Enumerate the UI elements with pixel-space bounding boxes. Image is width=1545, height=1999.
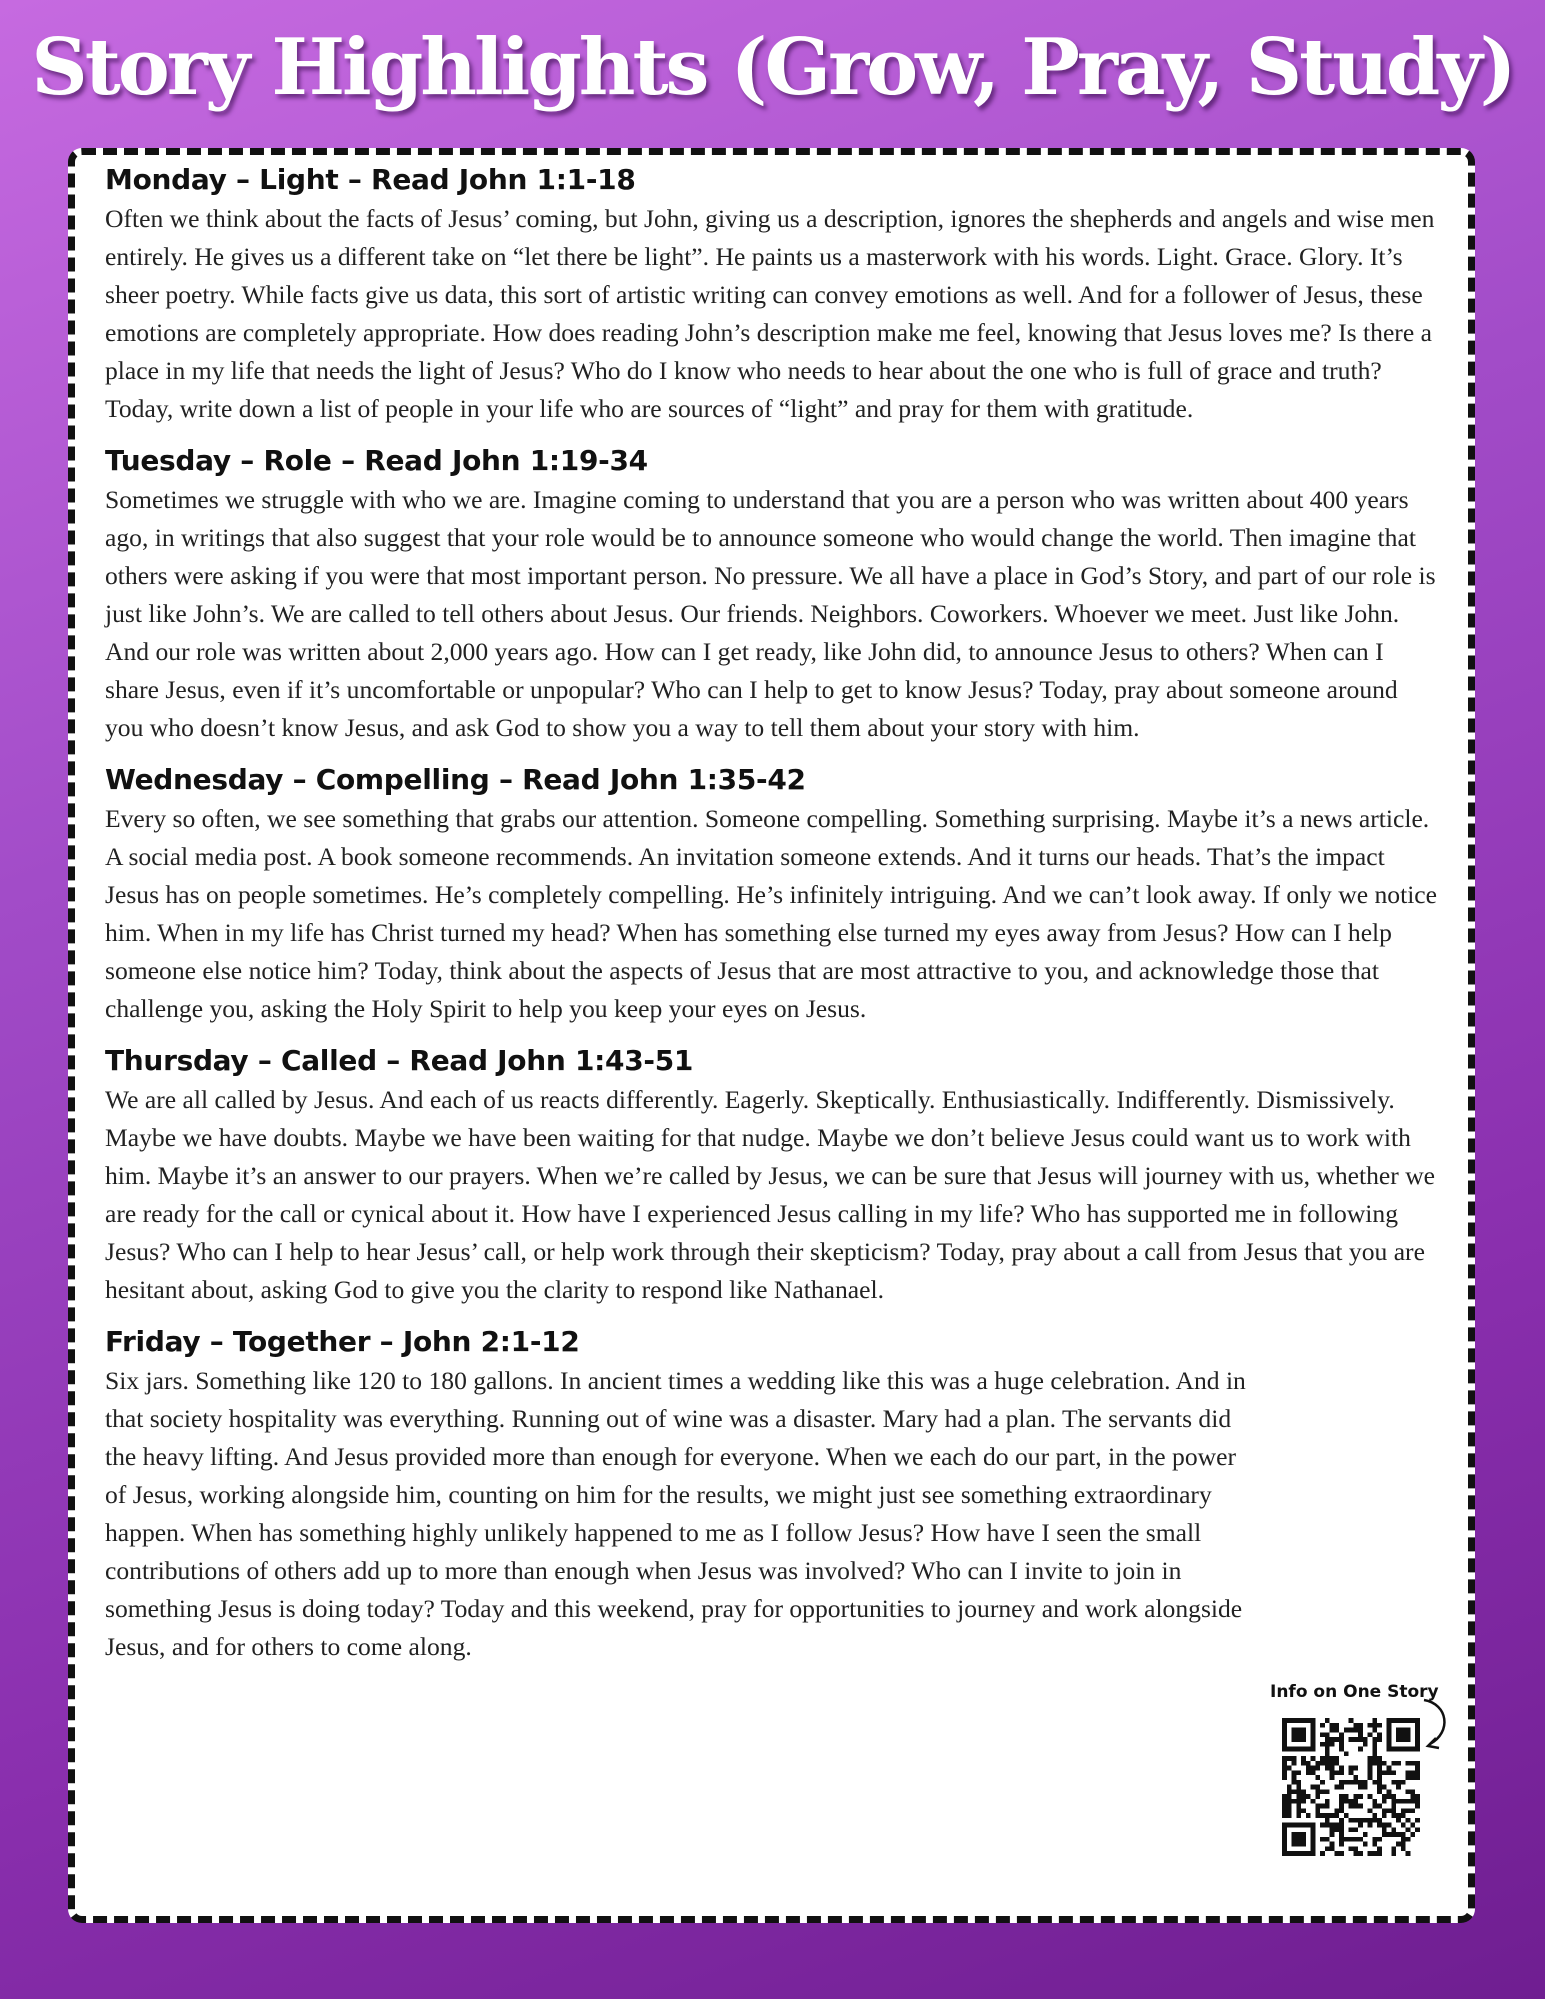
- section-monday: [105, 161, 1438, 428]
- curved-arrow-icon: [1420, 1696, 1454, 1752]
- section-heading: Friday – Together – John 2:1-12: [105, 1325, 580, 1358]
- qr-code-icon[interactable]: [1282, 1718, 1420, 1856]
- qr-block: [1270, 1682, 1450, 1882]
- qr-label: Info on One Story: [1270, 1682, 1439, 1702]
- content-card: [68, 148, 1475, 1923]
- section-heading: Wednesday – Compelling – Read John 1:35-42: [105, 763, 806, 796]
- section-body: Six jars. Something like 120 to 180 gallons. In ancient times a wedding like this was a huge celebration. And in that society hospitality was everything. Running out of wine was a disaster. Mary had a plan. The servants did the heavy lifting. And Jesus provided more than enough for everyone. When we each do our part, in the power of Jesus, working alongside him, counting on him for the results, we might just see something extraordinary happen. When has something highly unlikely happened to me as I follow Jesus? How have I seen the small contributions of others add up to more than enough when Jesus was involved? Who can I invite to join in something Jesus is doing today? Today and this weekend, pray for opportunities to journey and work alongside Jesus, and for others to come along.: [105, 1366, 1246, 1661]
- section-body: Every so often, we see something that grabs our attention. Someone compelling. Something surprising. Maybe it’s a news article. A social media post. A book someone recommends. An invitation someone extends. And it turns our heads. That’s the impact Jesus has on people sometimes. He’s completely compelling. He’s infinitely intriguing. And we can’t look away. If only we notice him. When in my life has Christ turned my head? When has something else turned my eyes away from Jesus? How can I help someone else notice him? Today, think about the aspects of Jesus that are most attractive to you, and acknowledge those that challenge you, asking the Holy Spirit to help you keep your eyes on Jesus.: [105, 804, 1438, 1023]
- section-body: Sometimes we struggle with who we are. Imagine coming to understand that you are a person who was written about 400 years ago, in writings that also suggest that your role would be to announce someone who would change the world. Then imagine that others were asking if you were that most important person. No pressure. We all have a place in God’s Story, and part of our role is just like John’s. We are called to tell others about Jesus. Our friends. Neighbors. Coworkers. Whoever we meet. Just like John. And our role was written about 2,000 years ago. How can I get ready, like John did, to announce Jesus to others? When can I share Jesus, even if it’s uncomfortable or unpopular? Who can I help to get to know Jesus? Today, pray about someone around you who doesn’t know Jesus, and ask God to show you a way to tell them about your story with him.: [105, 485, 1436, 742]
- section-heading: Monday – Light – Read John 1:1-18: [105, 163, 636, 196]
- section-tuesday: [105, 442, 1438, 747]
- section-thursday: [105, 1042, 1438, 1309]
- section-wednesday: [105, 761, 1438, 1028]
- section-heading: Tuesday – Role – Read John 1:19-34: [105, 444, 648, 477]
- section-body: We are all called by Jesus. And each of us reacts differently. Eagerly. Skeptically. Enthusiastically. Indifferently. Dismissively. Maybe we have doubts. Maybe we have been waiting for that nudge. Maybe we don’t believe Jesus could want us to work with him. Maybe it’s an answer to our prayers. When we’re called by Jesus, we can be sure that Jesus will journey with us, whether we are ready for the call or cynical about it. How have I experienced Jesus calling in my life? Who has supported me in following Jesus? Who can I help to hear Jesus’ call, or help work through their skepticism? Today, pray about a call from Jesus that you are hesitant about, asking God to give you the clarity to respond like Nathanael.: [105, 1085, 1436, 1304]
- page-title: Story Highlights (Grow, Pray, Study): [31, 22, 1514, 113]
- section-friday: [105, 1323, 1438, 1666]
- section-heading: Thursday – Called – Read John 1:43-51: [105, 1044, 694, 1077]
- section-body: Often we think about the facts of Jesus’ coming, but John, giving us a description, ignores the shepherds and angels and wise men entirely. He gives us a different take on “let there be light”. He paints us a masterwork with his words. Light. Grace. Glory. It’s sheer poetry. While facts give us data, this sort of artistic writing can convey emotions as well. And for a follower of Jesus, these emotions are completely appropriate. How does reading John’s description make me feel, knowing that Jesus loves me? Is there a place in my life that needs the light of Jesus? Who do I know who needs to hear about the one who is full of grace and truth? Today, write down a list of people in your life who are sources of “light” and pray for them with gratitude.: [105, 204, 1435, 423]
